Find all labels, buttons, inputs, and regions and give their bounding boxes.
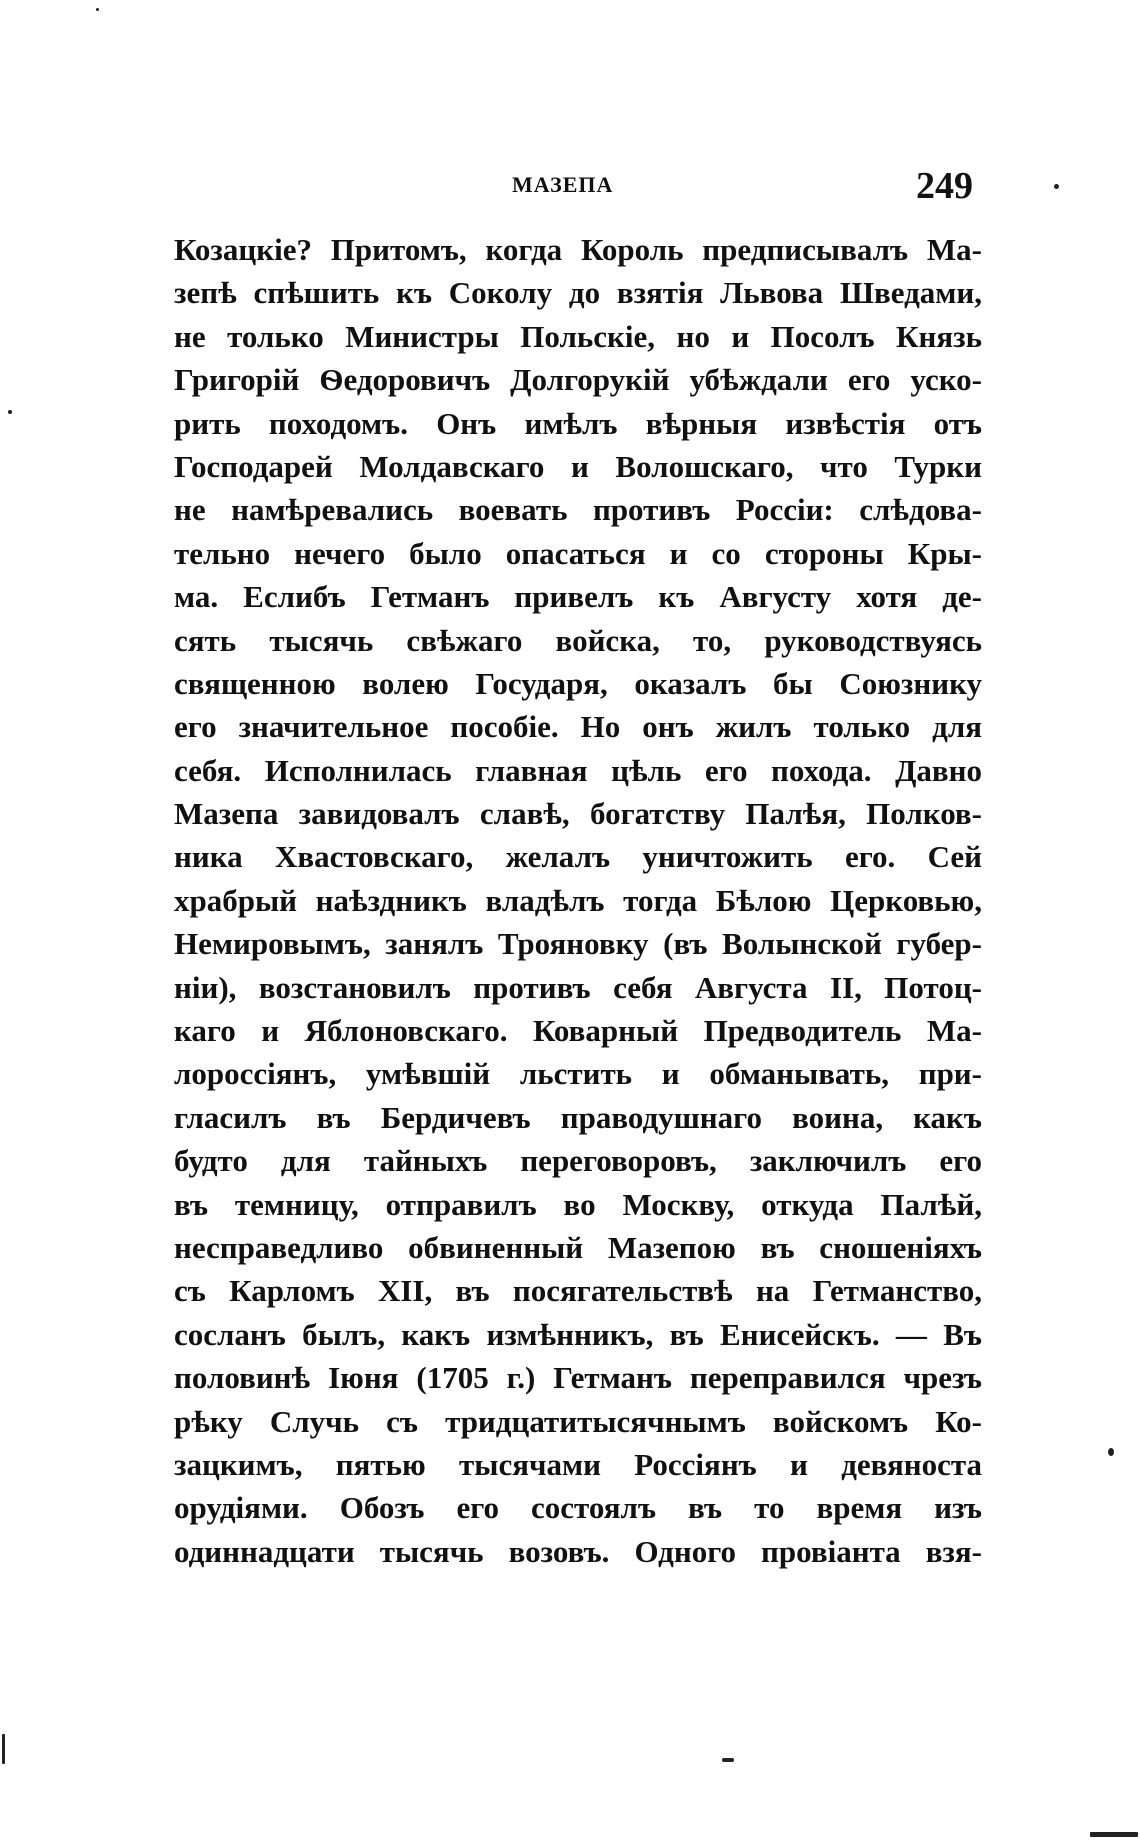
text-line: зацкимъ, пятью тысячами Россіянъ и девяноста	[174, 1446, 982, 1482]
text-line: зепѣ спѣшить къ Соколу до взятія Львова Шведами,	[174, 275, 982, 311]
text-line: сять тысячь свѣжаго войска, то, руководствуясь	[174, 622, 982, 658]
text-line: храбрый наѣздникъ владѣлъ тогда Бѣлою Церковью,	[174, 882, 982, 918]
text-line: половинѣ Іюня (1705 г.) Гетманъ переправился чрезъ	[174, 1360, 982, 1396]
text-line: въ темницу, отправилъ во Москву, откуда Палѣй,	[174, 1186, 982, 1222]
text-line: Григорій Ѳедоровичъ Долгорукій убѣждали его уско-	[174, 362, 982, 398]
text-line: не намѣревались воевать противъ Россіи: слѣдова-	[174, 492, 982, 528]
text-line: рѣку Случь съ тридцатитысячнымъ войскомъ Ко-	[174, 1403, 982, 1439]
scan-speck	[8, 410, 12, 414]
text-line: себя. Исполнилась главная цѣль его похода. Давно	[174, 752, 982, 788]
text-line: Козацкіе? Притомъ, когда Король предписывалъ Ма-	[174, 232, 982, 267]
text-line: несправедливо обвиненный Мазепою въ сношеніяхъ	[174, 1229, 982, 1265]
text-line: орудіями. Обозъ его состоялъ въ то время изъ	[174, 1490, 982, 1526]
text-line: тельно нечего было опасаться и со стороны Кры-	[174, 535, 982, 571]
running-head: МАЗЕПА	[512, 172, 614, 197]
text-line: ника Хвастовскаго, желалъ уничтожить его. Сей	[174, 839, 982, 875]
page-number: 249	[916, 165, 973, 207]
text-line: Мазепа завидовалъ славѣ, богатству Палѣя, Полков-	[174, 796, 982, 832]
text-line: Господарей Молдавскаго и Волошскаго, что Турки	[174, 448, 982, 484]
scan-speck	[2, 1734, 5, 1764]
text-line: съ Карломъ XII, въ посягательствѣ на Гетманство,	[174, 1273, 982, 1309]
text-line: не только Министры Польскіе, но и Посолъ Князь	[174, 318, 982, 354]
text-line: ма. Еслибъ Гетманъ привелъ къ Августу хотя де-	[174, 579, 982, 615]
scan-speck	[96, 8, 99, 11]
text-line: священною волею Государя, оказалъ бы Союзнику	[174, 665, 982, 701]
text-line: его значительное пособіе. Но онъ жилъ только для	[174, 709, 982, 745]
text-line: ніи), возстановилъ противъ себя Августа II, Потоц-	[174, 969, 982, 1005]
body-text	[174, 228, 982, 1573]
text-line: Немировымъ, занялъ Трояновку (въ Волынской губер-	[174, 926, 982, 962]
scan-speck	[1054, 184, 1059, 189]
scan-speck	[1108, 1448, 1114, 1456]
text-line: гласилъ въ Бердичевъ праводушнаго воина, какъ	[174, 1099, 982, 1135]
scan-speck	[722, 1758, 734, 1762]
scan-speck	[1090, 1832, 1138, 1837]
text-line: каго и Яблоновскаго. Коварный Предводитель Ма-	[174, 1013, 982, 1049]
text-line: рить походомъ. Онъ имѣлъ вѣрныя извѣстія отъ	[174, 405, 982, 441]
text-line: сосланъ былъ, какъ измѣнникъ, въ Енисейскъ. — Въ	[174, 1316, 982, 1352]
text-line: лороссіянъ, умѣвшій льстить и обманывать, при-	[174, 1056, 982, 1092]
text-line: одиннадцати тысячь возовъ. Одного провіанта взя-	[174, 1533, 982, 1569]
text-line: будто для тайныхъ переговоровъ, заключилъ его	[174, 1143, 982, 1179]
